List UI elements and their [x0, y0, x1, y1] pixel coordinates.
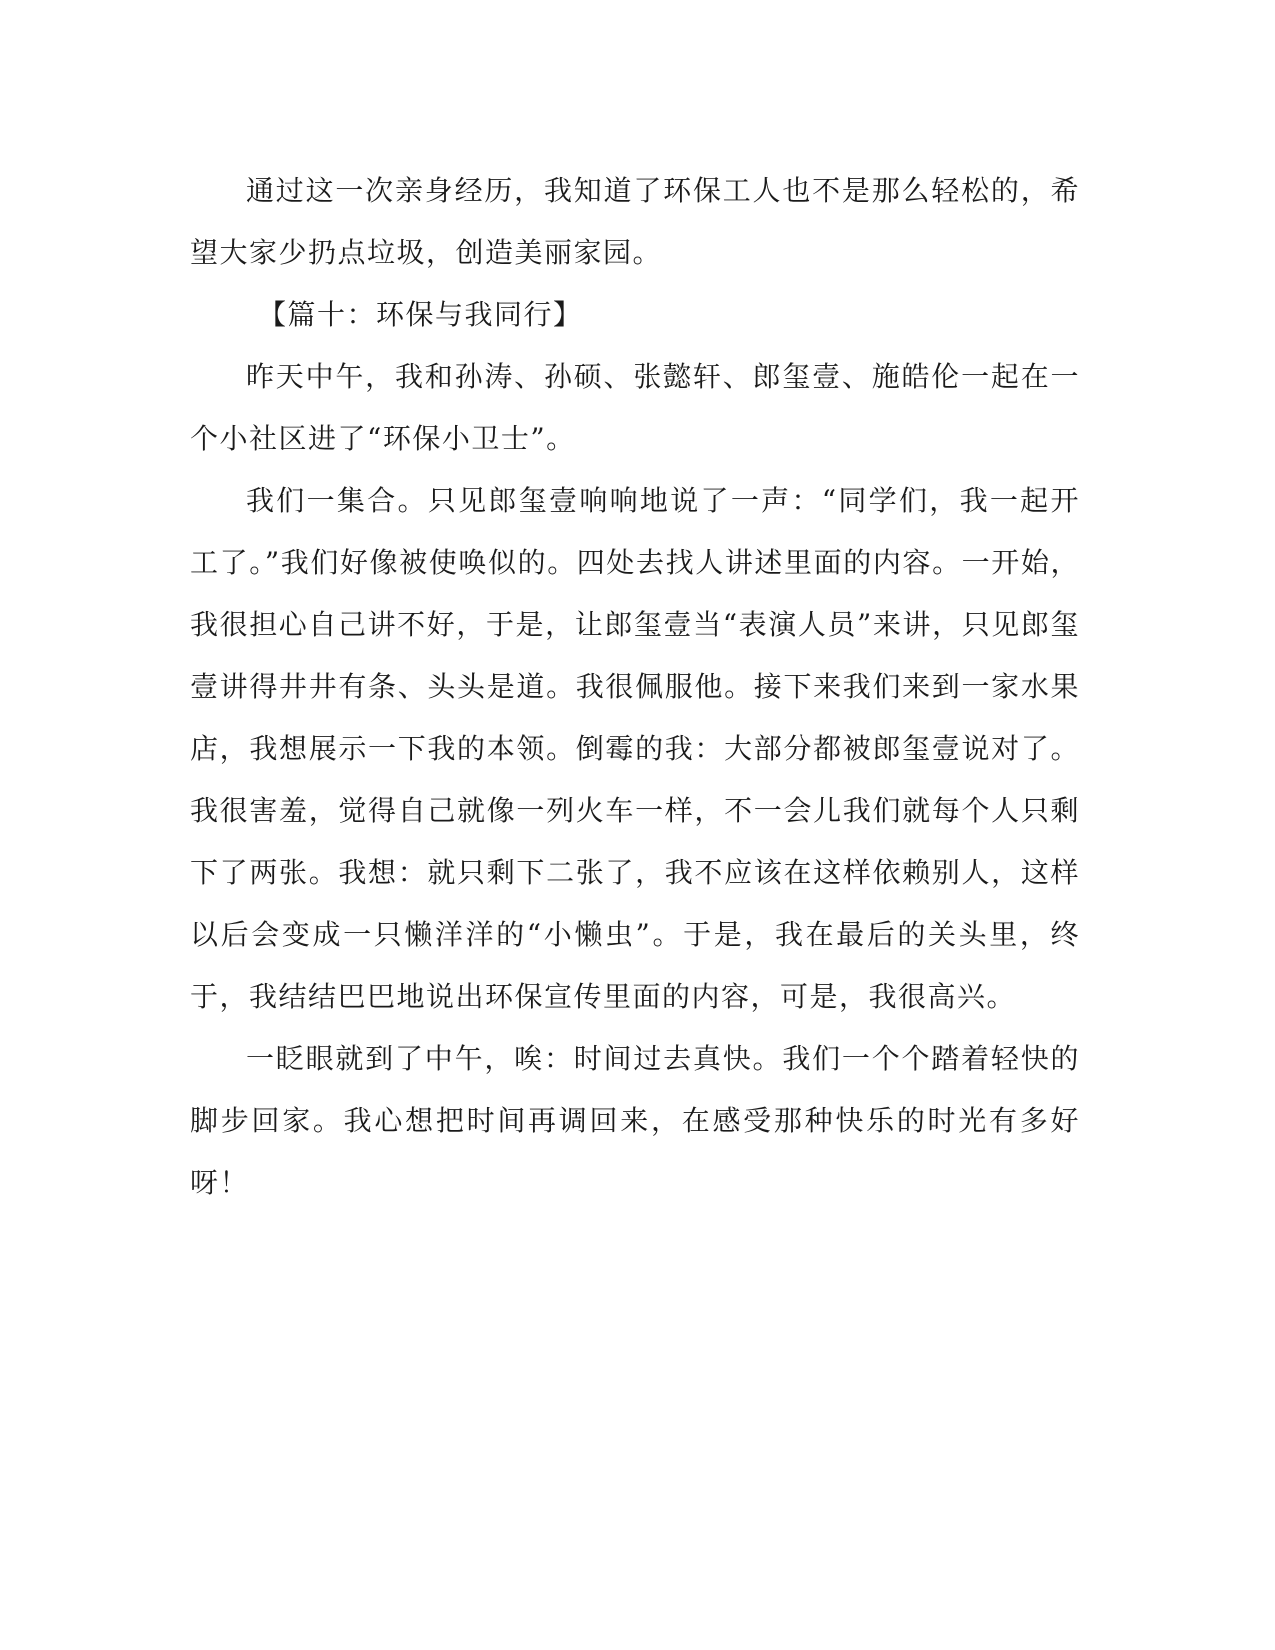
document-body [190, 160, 1080, 1214]
paragraph-story: 我们一集合。只见郎玺壹响响地说了一声：“同学们，我一起开工了。”我们好像被使唤似的。四处去找人讲述里面的内容。一开始，我很担心自己讲不好，于是，让郎玺壹当“表演人员”来讲，只见郎玺壹讲得井井有条、头头是道。我很佩服他。接下来我们来到一家水果店，我想展示一下我的本领。倒霉的我：大部分都被郎玺壹说对了。我很害羞，觉得自己就像一列火车一样，不一会儿我们就每个人只剩下了两张。我想：就只剩下二张了，我不应该在这样依赖别人，这样以后会变成一只懒洋洋的“小懒虫”。于是，我在最后的关头里，终于，我结结巴巴地说出环保宣传里面的内容，可是，我很高兴。 [190, 484, 1080, 1013]
section-heading: 【篇十：环保与我同行】 [258, 298, 583, 331]
paragraph-conclusion: 通过这一次亲身经历，我知道了环保工人也不是那么轻松的，希望大家少扔点垃圾，创造美丽家园。 [190, 174, 1080, 269]
paragraph-intro: 昨天中午，我和孙涛、孙硕、张懿轩、郎玺壹、施皓伦一起在一个小社区进了“环保小卫士”。 [190, 360, 1080, 455]
paragraph-ending: 一眨眼就到了中午，唉：时间过去真快。我们一个个踏着轻快的脚步回家。我心想把时间再调回来，在感受那种快乐的时光有多好呀！ [190, 1042, 1080, 1199]
